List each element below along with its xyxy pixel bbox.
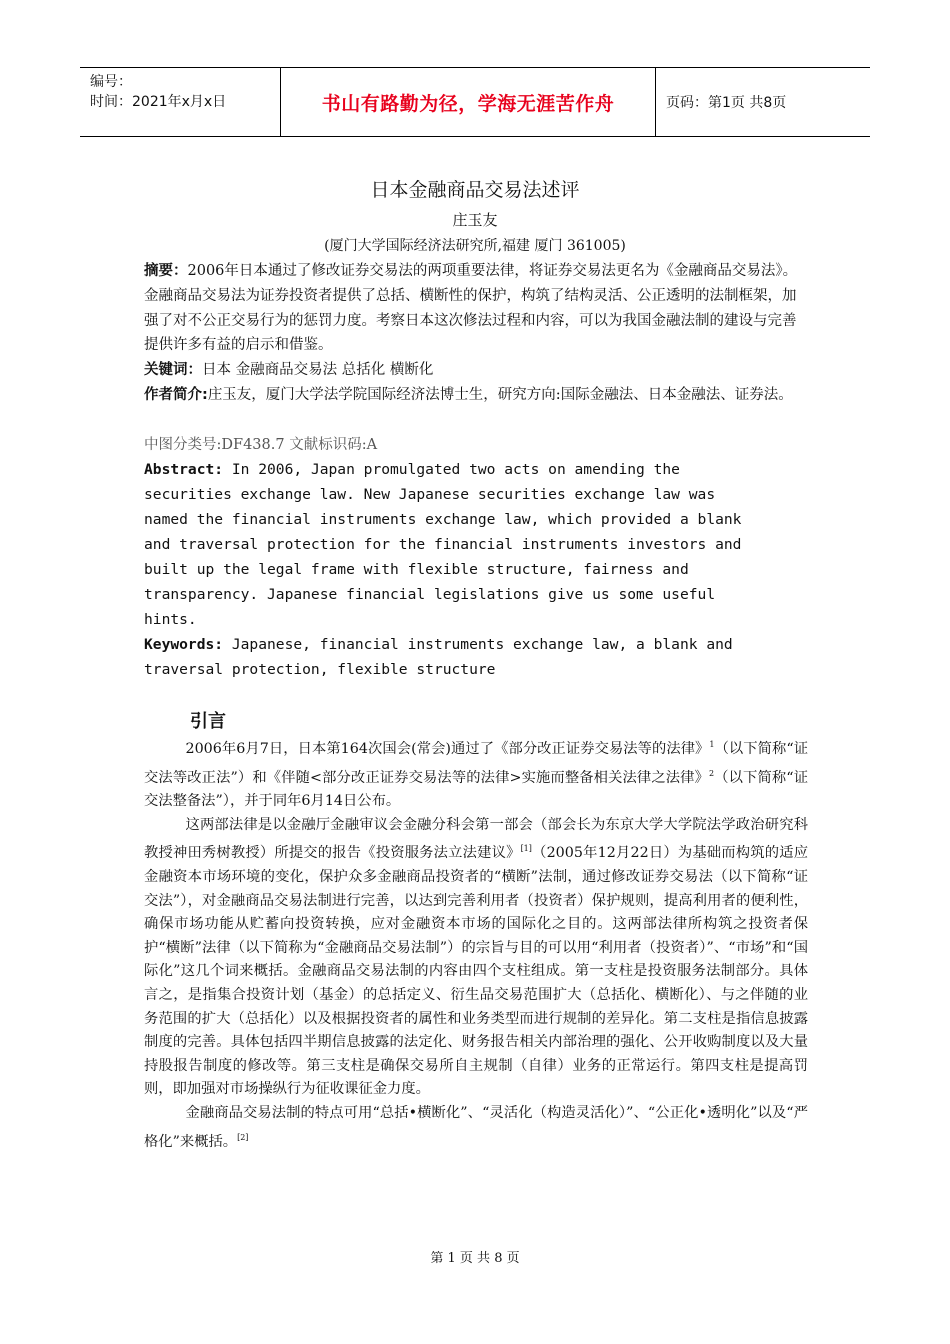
paper-affiliation: (厦门大学国际经济法研究所,福建 厦门 361005) — [324, 238, 626, 254]
paper-author: 庄玉友 — [452, 211, 498, 229]
paper-title: 日本金融商品交易法述评 — [370, 179, 580, 201]
p1-text-a: 2006年6月7日，日本第164次国会(常会)通过了《部分改正证券交易法等的法律》 — [185, 741, 710, 757]
intro-body — [144, 733, 808, 1154]
abstract-en-text: In 2006, Japan promulgated two acts on amending the securities exchange law. New Japanese securities exchange law was named the financial instruments exchange law, which provided a blank and traversal protection for the financial instruments investors and built up the legal frame with flexible structure, fairness and transparency. Japanese financial legislations give us some useful hints. — [144, 461, 742, 628]
p1-text-c: （以下简称“证交法整备法”），并于同年6月14日公布。 — [144, 769, 808, 810]
abstract-en — [144, 457, 814, 632]
keywords-cn-label: 关键词： — [144, 362, 202, 378]
intro-paragraph-1 — [144, 733, 808, 814]
header-table — [80, 67, 870, 137]
header-motto-cell — [281, 68, 656, 136]
keywords-en-text: Japanese, financial instruments exchange law, a blank and traversal protection, flexible structure — [144, 636, 733, 678]
author-bio-label: 作者简介: — [144, 387, 208, 403]
header-page-cell — [656, 68, 870, 136]
p3-text-a: 金融商品交易法制的特点可用“总括•横断化”、“灵活化（构造灵活化）”、“公正化•透明化”以及“严格化”来概括。 — [144, 1104, 808, 1150]
classification: 中图分类号:DF438.7 文献标识码:A — [144, 437, 378, 453]
number-label: 编号： — [90, 74, 132, 90]
p2-text-b: （2005年12月22日）为基础而构筑的适应金融资本市场环境的变化，保护众多金融商品投资者的“横断”法制，通过修改证券交易法（以下简称“证交法”），对金融商品交易法制进行完善，以达到完善利用者（投资者）保护规则，提高利用者的便利性，确保市场功能从贮蓄向投资转换，应对金融资本市场的国际化之目的。这两部法律所构筑之投资者保护“横断”法律（以下简称为“金融商品交易法制”）的宗旨与目的可以用“利用者（投资者）”、“市场”和“国际化”这几个词来概括。金融商品交易法制的内容由四个支柱组成。第一支柱是投资服务法制部分。具体言之，是指集合投资计划（基金）的总括定义、衍生品交易范围扩大（总括化、横断化）、与之伴随的业务范围的扩大（总括化）以及根据投资者的属性和业务类型而进行规制的差异化。第二支柱是指信息披露制度的完善。具体包括四半期信息披露的法定化、财务报告相关内部治理的强化、公开收购制度以及大量持股报告制度的修改等。第三支柱是确保交易所自主规制（自律）业务的正常运行。第四支柱是提高罚则，即加强对市场操纵行为征收课征金力度。 — [144, 845, 808, 1098]
footnote-ref-1: 1 — [709, 740, 715, 749]
abstract-cn-text: 2006年日本通过了修改证券交易法的两项重要法律，将证券交易法更名为《金融商品交易法》。金融商品交易法为证券投资者提供了总括、横断性的保护，构筑了结构灵活、公正透明的法制框架，加强了对不公正交易行为的惩罚力度。考察日本这次修法过程和内容，可以为我国金融法制的建设与完善提供许多有益的启示和借鉴。 — [144, 263, 798, 354]
keywords-cn — [144, 358, 810, 383]
author-bio-text: 庄玉友，厦门大学法学院国际经济法博士生，研究方向:国际金融法、日本金融法、证券法。 — [207, 387, 793, 403]
abstract-cn-label: 摘要： — [144, 263, 188, 279]
page-label: 页码：第1页 共8页 — [666, 95, 787, 111]
time-label: 时间：2021年x月x日 — [90, 94, 227, 110]
footnote-ref-2: 2 — [708, 768, 715, 778]
motto-text: 书山有路勤为径，学海无涯苦作舟 — [321, 92, 615, 115]
keywords-en — [144, 632, 814, 682]
intro-paragraph-2 — [144, 814, 808, 1102]
citation-ref-1: [1] — [520, 844, 532, 854]
p2-text-a: 这两部法律是以金融厅金融审议会金融分科会第一部会（部会长为东京大学大学院法学政治研究科教授神田秀树教授）所提交的报告《投资服务法立法建议》 — [144, 816, 808, 862]
author-bio — [144, 383, 810, 408]
intro-heading: 引言 — [190, 711, 226, 732]
keywords-en-label: Keywords: — [144, 636, 224, 653]
citation-ref-2: [2] — [237, 1132, 249, 1142]
abstract-en-label: Abstract: — [144, 461, 224, 478]
page-footer: 第 1 页 共 8 页 — [430, 1251, 520, 1266]
p1-text-b: （以下简称“证交法等改正法”）和《伴随<部分改正证券交易法等的法律>实施而整备相关法律之法律》 — [144, 741, 808, 786]
header-meta — [80, 68, 281, 136]
abstract-cn — [144, 259, 810, 358]
keywords-cn-text: 日本 金融商品交易法 总括化 横断化 — [202, 362, 434, 378]
intro-paragraph-3 — [144, 1102, 808, 1154]
